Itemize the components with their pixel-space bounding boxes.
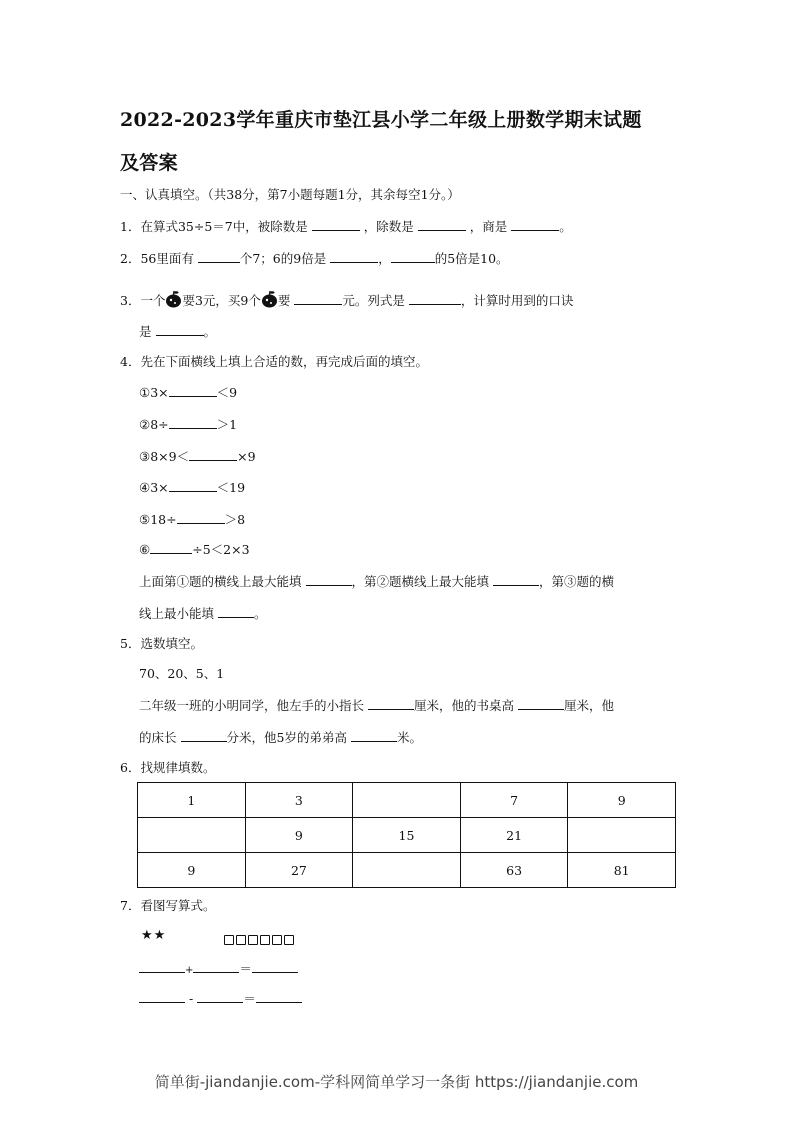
question-5-heading: 5．选数填空。 (120, 636, 203, 651)
section-heading: 一、认真填空。（共38分，第7小题每题1分，其余每空1分。） (120, 187, 460, 202)
pattern-table (137, 782, 676, 888)
footer-watermark: 简单街-jiandanjie.com-学科网简单学习一条街 https://jiandanjie.com (154, 1073, 639, 1091)
table-row (138, 783, 676, 818)
table-cell: 27 (245, 853, 353, 888)
answer-blank[interactable] (294, 292, 342, 305)
table-cell: 9 (245, 818, 353, 853)
answer-blank[interactable] (177, 511, 225, 524)
answer-blank[interactable] (198, 250, 240, 263)
equation-addition: + ＝ (139, 960, 298, 979)
square-icon (236, 935, 246, 945)
answer-blank[interactable] (511, 218, 559, 231)
apple-icon (165, 290, 182, 308)
answer-blank[interactable] (156, 323, 204, 336)
answer-blank[interactable] (391, 250, 435, 263)
question-4-item-4: ④3× ＜19 (139, 480, 246, 495)
table-cell[interactable] (353, 853, 461, 888)
equation-subtraction: - ＝ (139, 990, 302, 1007)
answer-blank[interactable] (139, 990, 185, 1003)
question-5-text: 二年级一班的小明同学，他左手的小指长 厘米，他的书桌高 厘米，他 (139, 698, 615, 713)
answer-blank[interactable] (518, 697, 564, 710)
answer-blank[interactable] (306, 573, 352, 586)
answer-blank[interactable] (150, 541, 192, 554)
answer-blank[interactable] (139, 960, 185, 973)
answer-blank[interactable] (330, 250, 378, 263)
square-icon (260, 935, 270, 945)
question-4-item-2: ②8÷ ＞1 (139, 417, 238, 432)
table-cell: 21 (460, 818, 568, 853)
table-row (138, 853, 676, 888)
question-4-item-1: ①3× ＜9 (139, 385, 238, 400)
question-6-heading: 6．找规律填数。 (120, 760, 216, 775)
question-1: 1．在算式35÷5＝7中，被除数是 ，除数是 ，商是 。 (120, 219, 572, 234)
answer-blank[interactable] (181, 729, 227, 742)
answer-blank[interactable] (409, 292, 461, 305)
answer-blank[interactable] (256, 990, 302, 1003)
answer-blank[interactable] (252, 960, 298, 973)
question-7-heading: 7．看图写算式。 (120, 898, 216, 913)
square-icon (284, 935, 294, 945)
question-5-options: 70、20、5、1 (139, 666, 225, 681)
question-4-item-5: ⑤18÷ ＞8 (139, 512, 246, 527)
title-line-2: 及答案 (120, 152, 178, 174)
square-icon (248, 935, 258, 945)
table-cell: 7 (460, 783, 568, 818)
answer-blank[interactable] (218, 605, 254, 618)
square-icon (272, 935, 282, 945)
question-3-continued: 是 。 (139, 324, 217, 339)
table-cell: 9 (568, 783, 676, 818)
question-2: 2．56里面有 个7；6的9倍是 ， 的5倍是10。 (120, 251, 509, 266)
table-cell: 63 (460, 853, 568, 888)
answer-blank[interactable] (169, 384, 217, 397)
answer-blank[interactable] (189, 448, 237, 461)
answer-blank[interactable] (351, 729, 397, 742)
square-icon (224, 935, 234, 945)
table-cell: 9 (138, 853, 246, 888)
answer-blank[interactable] (193, 960, 239, 973)
table-row (138, 818, 676, 853)
question-4-item-3: ③8×9＜ ×9 (139, 449, 256, 464)
answer-blank[interactable] (312, 218, 360, 231)
question-4-summary-continued: 线上最小能填 。 (139, 606, 267, 621)
answer-blank[interactable] (493, 573, 539, 586)
table-cell[interactable] (568, 818, 676, 853)
question-5-text-continued: 的床长 分米，他5岁的弟弟高 米。 (139, 730, 422, 745)
answer-blank[interactable] (169, 416, 217, 429)
title-line-1: 2022-2023学年重庆市垫江县小学二年级上册数学期末试题 (120, 109, 642, 131)
star-icon: ★★ (141, 928, 167, 943)
apple-icon (261, 290, 278, 308)
answer-blank[interactable] (197, 990, 243, 1003)
answer-blank[interactable] (169, 479, 217, 492)
question-4-summary: 上面第①题的横线上最大能填 ，第②题横线上最大能填 ，第③题的横 (139, 574, 615, 589)
table-cell[interactable] (353, 783, 461, 818)
answer-blank[interactable] (368, 697, 414, 710)
table-cell: 81 (568, 853, 676, 888)
question-4-intro: 4．先在下面横线上填上合适的数，再完成后面的填空。 (120, 354, 428, 369)
answer-blank[interactable] (418, 218, 466, 231)
table-cell: 1 (138, 783, 246, 818)
table-cell: 3 (245, 783, 353, 818)
table-cell[interactable] (138, 818, 246, 853)
question-4-item-6: ⑥ ÷5＜2×3 (139, 542, 250, 557)
table-cell: 15 (353, 818, 461, 853)
question-3: 3．一个 要3元，买9个 要 元。列式是 ，计算时用到的口诀 (120, 290, 573, 309)
square-group (224, 930, 296, 949)
